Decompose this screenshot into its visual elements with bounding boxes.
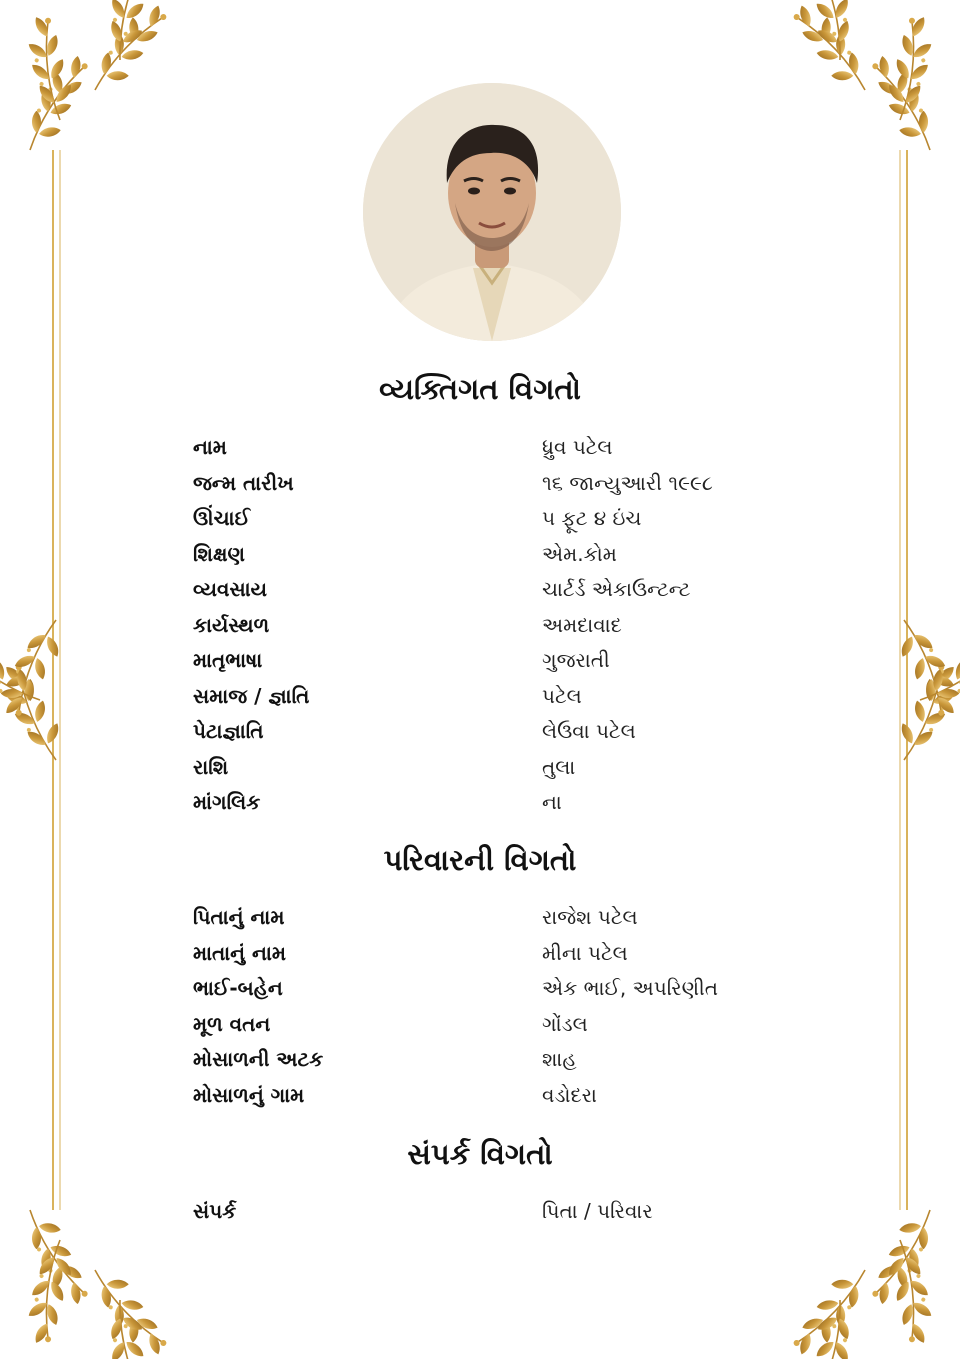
contact-details-list — [193, 1199, 793, 1235]
list-item — [193, 790, 793, 826]
field-value: પિતા / પરિવાર — [542, 1199, 653, 1223]
field-value: વડોદરા — [542, 1082, 597, 1107]
field-value: ૧૬ જાન્યુઆરી ૧૯૯૮ — [542, 470, 713, 495]
profile-photo — [363, 83, 621, 341]
field-label: જન્મ તારીખ — [193, 470, 294, 495]
list-item — [193, 542, 793, 578]
list-item — [193, 1047, 793, 1083]
field-value: ગુજરાતી — [542, 648, 610, 672]
field-label: માતાનું નામ — [193, 940, 286, 965]
field-label: નામ — [193, 435, 227, 459]
list-item — [193, 684, 793, 720]
field-value: લેઉવા પટેલ — [542, 719, 636, 743]
field-label: મોસાળનું ગામ — [193, 1082, 305, 1107]
list-item — [193, 719, 793, 755]
section-title-family: પરિવારની વિગતો — [383, 843, 577, 877]
list-item — [193, 1012, 793, 1048]
field-label: ઊંચાઈ — [193, 506, 251, 530]
list-item — [193, 941, 793, 977]
field-value: ના — [542, 790, 562, 814]
list-item — [193, 577, 793, 613]
field-label: સમાજ / જ્ઞાતિ — [193, 683, 310, 708]
list-item — [193, 435, 793, 471]
field-value: મીના પટેલ — [542, 940, 628, 965]
section-title-personal: વ્યક્તિગત વિગતો — [379, 372, 581, 406]
list-item — [193, 1199, 793, 1235]
field-label: પેટાજ્ઞાતિ — [193, 719, 264, 743]
field-label: સંપર્ક — [193, 1199, 237, 1223]
field-label: રાશિ — [193, 754, 229, 779]
field-label: મૂળ વતન — [193, 1011, 271, 1036]
list-item — [193, 905, 793, 941]
personal-details-list — [193, 435, 793, 826]
field-label: કાર્યસ્થળ — [193, 612, 270, 637]
field-value: અમદાવાદ — [542, 612, 622, 637]
field-value: એક ભાઈ, અપરિણીત — [542, 976, 718, 1000]
field-label: મોસાળની અટક — [193, 1047, 324, 1071]
field-value: રાજેશ પટેલ — [542, 905, 638, 929]
family-details-list — [193, 905, 793, 1118]
list-item — [193, 648, 793, 684]
field-label: માતૃભાષા — [193, 648, 263, 672]
field-label: માંગલિક — [193, 790, 261, 814]
field-label: ભાઈ-બહેન — [193, 976, 283, 1000]
list-item — [193, 976, 793, 1012]
section-title-contact: સંપર્ક વિગતો — [407, 1137, 553, 1171]
field-label: વ્યવસાય — [193, 577, 267, 601]
field-value: તુલા — [542, 754, 576, 779]
field-value: શાહ — [542, 1047, 577, 1071]
list-item — [193, 755, 793, 791]
field-value: પટેલ — [542, 683, 582, 708]
list-item — [193, 506, 793, 542]
person-portrait-icon — [363, 83, 621, 341]
field-value: ધ્રુવ પટેલ — [542, 435, 613, 459]
field-value: ૫ ફૂટ ૪ ઇંચ — [542, 506, 642, 530]
field-value: ગોંડલ — [542, 1011, 588, 1036]
list-item — [193, 471, 793, 507]
field-label: પિતાનું નામ — [193, 905, 285, 929]
field-value: ચાર્ટર્ડ એકાઉન્ટન્ટ — [542, 577, 691, 601]
list-item — [193, 1083, 793, 1119]
list-item — [193, 613, 793, 649]
field-value: એમ.કોમ — [542, 541, 617, 566]
field-label: શિક્ષણ — [193, 541, 245, 566]
